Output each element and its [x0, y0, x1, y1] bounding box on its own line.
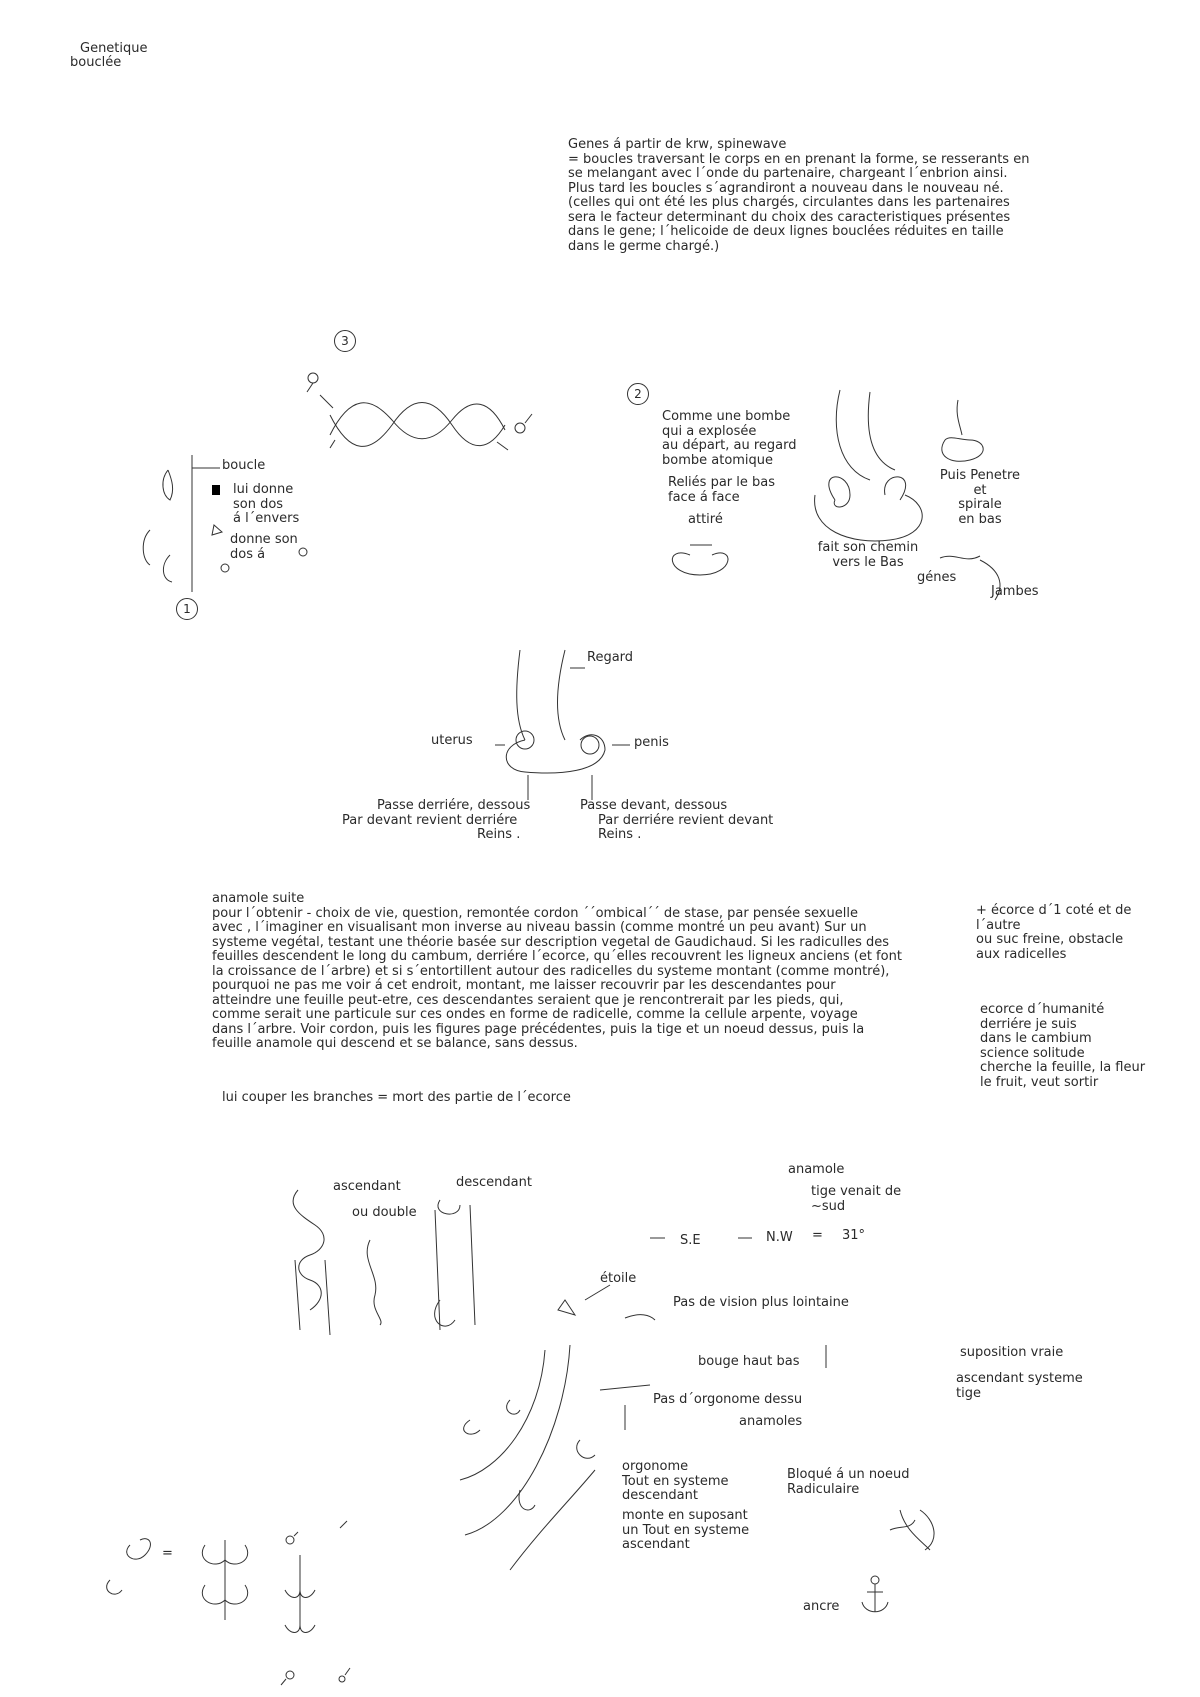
label-line: ascendant systeme	[956, 1371, 1083, 1386]
label-line: ~sud	[811, 1198, 846, 1214]
label-line: vers le Bas	[832, 554, 904, 570]
label-line: monte en suposant	[622, 1508, 748, 1523]
anamole-line: feuilles descendent le long du cambum, derriére l´ecorce, qu´elles recouvrent les ligneux anciens (et font	[212, 949, 902, 964]
label-line: au départ, au regard	[662, 438, 797, 453]
label-orgonome	[622, 1460, 729, 1504]
label-chemin	[808, 541, 928, 570]
interlaced-wave-sketch	[307, 373, 532, 450]
intro-line: dans le germe chargé.)	[568, 238, 720, 254]
anamole-line: comme serait une particule sur ces ondes en forme de radicelle, comme la cellule arpente, voyage	[212, 1007, 858, 1022]
label-line: Puis Penetre	[939, 468, 1021, 483]
side-line: ou suc freine, obstacle	[976, 932, 1124, 947]
label-donne-son	[230, 533, 298, 562]
label-bouge: bouge haut bas	[698, 1354, 800, 1369]
side-line: dans le cambium	[980, 1031, 1092, 1046]
side-line: le fruit, veut sortir	[980, 1074, 1099, 1090]
label-line: dos á	[230, 546, 266, 562]
side-line: aux radicelles	[976, 946, 1067, 962]
side-line: cherche la feuille, la fleur	[980, 1060, 1146, 1075]
label-monte	[622, 1509, 749, 1553]
side-note-ecorce	[976, 904, 1131, 962]
label-line: face á face	[668, 489, 740, 505]
page-title-line2: bouclée	[70, 55, 122, 70]
intro-line: dans le gene; l´helicoide de deux lignes bouclées réduites en taille	[568, 224, 1004, 239]
label-degrees: 31°	[842, 1228, 866, 1243]
label-regard: Regard	[587, 650, 634, 665]
bottom-figures-sketch	[107, 1521, 350, 1685]
anchor-sketch	[862, 1576, 888, 1612]
label-bloque	[787, 1468, 910, 1497]
label-couper: lui couper les branches = mort des partie de l´ecorce	[222, 1090, 571, 1105]
label-ancre: ancre	[803, 1599, 840, 1614]
label-bombe	[662, 410, 797, 468]
caption-line: Par devant revient derriére	[342, 812, 518, 828]
label-line: tige	[956, 1385, 981, 1401]
label-line: Bloqué á un noeud	[787, 1467, 910, 1482]
label-orgonome-dessu: Pas d´orgonome dessu	[653, 1392, 803, 1407]
label-line: descendant	[622, 1488, 698, 1503]
label-penis: penis	[634, 735, 669, 750]
side-note-humanite	[980, 1003, 1145, 1090]
label-line: Reliés par le bas	[668, 475, 776, 490]
intro-line: se melangant avec l´onde du partenaire, chargeant l´enbrion ainsi.	[568, 166, 1008, 181]
caption-right	[580, 799, 800, 843]
intro-paragraph	[568, 138, 1029, 254]
side-line: derriére je suis	[980, 1016, 1077, 1032]
label-anamole: anamole	[788, 1162, 845, 1177]
label-etoile: étoile	[600, 1271, 637, 1286]
label-line: lui donne	[233, 482, 294, 497]
caption-line: Reins .	[598, 827, 642, 842]
label-line: ascendant	[622, 1537, 690, 1552]
intro-line: Genes á partir de krw, spinewave	[568, 137, 787, 152]
side-line: science solitude	[980, 1045, 1085, 1061]
intro-line: sera le facteur determinant du choix des caracteristiques présentes	[568, 209, 1011, 225]
label-penetre	[930, 469, 1030, 527]
node-sketch	[890, 1510, 934, 1550]
label-uterus: uterus	[431, 733, 473, 748]
label-boucle: boucle	[222, 458, 266, 473]
label-nw: N.W	[766, 1230, 793, 1245]
label-jambes: Jambes	[991, 584, 1039, 599]
uterus-penis-sketch	[495, 650, 630, 800]
label-line: donne son	[230, 532, 298, 547]
label-asc-sys	[956, 1372, 1083, 1401]
label-anamoles: anamoles	[739, 1414, 803, 1429]
label-genes: génes	[917, 570, 957, 585]
label-line: et	[973, 482, 987, 498]
anamole-line: feuille anamole qui descend et se balance, sans dessus.	[212, 1036, 578, 1051]
side-line: l´autre	[976, 917, 1021, 933]
caption-line: Passe devant, dessous	[580, 798, 728, 813]
side-line: + écorce d´1 coté et de	[976, 903, 1132, 918]
label-line: bombe atomique	[662, 452, 774, 468]
anamole-line: anamole suite	[212, 891, 305, 906]
intro-line: = boucles traversant le corps en en prenant la forme, se resserants en	[568, 151, 1030, 167]
anamole-line: systeme vegétal, testant une théorie basée sur description vegetal de Gaudichaud. Si les radiculles des	[212, 934, 890, 950]
caption-left	[342, 799, 542, 843]
label-se: S.E	[680, 1233, 701, 1248]
anamole-line: pour l´obtenir - choix de vie, question, remontée cordon ´´ombical´´ de stase, par pensée sexuelle	[212, 905, 858, 921]
anamole-line: pourquoi ne pas me voir á cet endroit, montant, me laisser recouvrir par les descendantes pour	[212, 978, 836, 993]
label-eq-sign: =	[162, 1546, 173, 1561]
star-sketch	[558, 1285, 655, 1320]
label-line: son dos	[233, 496, 284, 512]
label-equals: =	[812, 1228, 823, 1243]
label-line: spirale	[958, 497, 1002, 512]
anamole-line: dans l´arbre. Voir cordon, puis les figures page précédentes, puis la tige et un noeud dessus, puis la	[212, 1021, 865, 1037]
label-descendant: descendant	[456, 1175, 532, 1190]
intro-line: Plus tard les boucles s´agrandiront a nouveau dans le nouveau né.	[568, 180, 1004, 196]
caption-line: Par derriére revient devant	[598, 812, 774, 828]
label-line: en bas	[958, 511, 1002, 527]
label-ascendant: ascendant	[333, 1179, 401, 1194]
anamole-line: la croissance de l´arbre) et si s´entortillent autour des radicelles du systeme montant (comme montré),	[212, 963, 890, 979]
label-line: qui a explosée	[662, 423, 757, 439]
label-supposition: suposition vraie	[960, 1345, 1064, 1360]
label-line: á l´envers	[233, 511, 300, 526]
label-vision: Pas de vision plus lointaine	[673, 1295, 849, 1310]
label-line: orgonome	[622, 1459, 689, 1474]
figure-number-1: 1	[176, 598, 198, 620]
figure-number-3: 3	[334, 330, 356, 352]
label-line: Radiculaire	[787, 1481, 860, 1497]
page-title-line1: Genetique	[80, 41, 148, 56]
intro-line: (celles qui ont été les plus chargés, circulantes dans les partenaires	[568, 195, 1010, 210]
figure-number-2: 2	[627, 383, 649, 405]
label-ou-double: ou double	[352, 1205, 417, 1220]
label-relies	[668, 476, 775, 505]
anamole-line: atteindre une feuille peut-etre, ces descendantes seraient que je rencontrerait par les pieds, qui,	[212, 992, 844, 1008]
label-tige	[811, 1185, 901, 1214]
caption-line: Reins .	[477, 827, 521, 842]
label-line: tige venait de	[811, 1184, 902, 1199]
label-attire: attiré	[688, 512, 723, 527]
label-line: un Tout en systeme	[622, 1522, 750, 1538]
label-line: fait son chemin	[817, 540, 919, 555]
label-lui-donne	[233, 483, 299, 527]
label-line: Tout en systeme	[622, 1473, 729, 1489]
anamole-line: avec , l´imaginer en visualisant mon inverse au niveau bassin (comme montré un peu avant) Sur un	[212, 920, 867, 935]
caption-line: Passe derriére, dessous	[377, 798, 531, 813]
side-line: ecorce d´humanité	[980, 1002, 1105, 1017]
label-line: Comme une bombe	[662, 409, 791, 424]
anamole-paragraph	[212, 892, 902, 1052]
